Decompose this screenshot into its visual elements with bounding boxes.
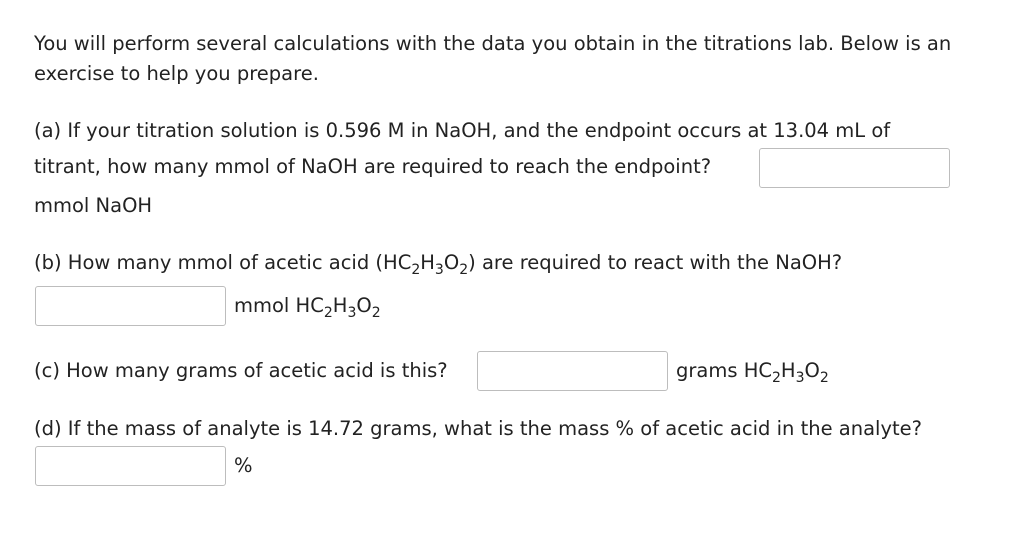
part-d-answer-input[interactable]	[35, 446, 226, 486]
part-b-unit: mmol $HC_2H_3O_2$	[234, 294, 381, 321]
part-b-question: (b) How many mmol of acetic acid $(HC_2H_3O_2)$ are required to react with the NaOH?	[34, 251, 843, 278]
part-b-answer-input[interactable]	[35, 286, 226, 326]
part-a-unit: mmol NaOH	[34, 194, 153, 217]
part-a-question-line-2: titrant, how many mmol of NaOH are required to reach the endpoint?	[34, 155, 712, 178]
part-d-question: (d) If the mass of analyte is 14.72 grams, what is the mass % of acetic acid in the analyte?	[34, 417, 922, 440]
part-d-unit: %	[234, 454, 253, 477]
part-c-answer-input[interactable]	[477, 351, 668, 391]
part-c-question: (c) How many grams of acetic acid is this?	[34, 359, 448, 382]
part-c-unit: grams $HC_2H_3O_2$	[676, 359, 829, 386]
intro-line-2: exercise to help you prepare.	[34, 62, 319, 85]
part-a-answer-input[interactable]	[759, 148, 950, 188]
intro-line-1: You will perform several calculations with the data you obtain in the titrations lab. Below is an	[34, 32, 952, 55]
part-a-question-line-1: (a) If your titration solution is 0.596 M in NaOH, and the endpoint occurs at 13.04 mL of	[34, 119, 891, 142]
